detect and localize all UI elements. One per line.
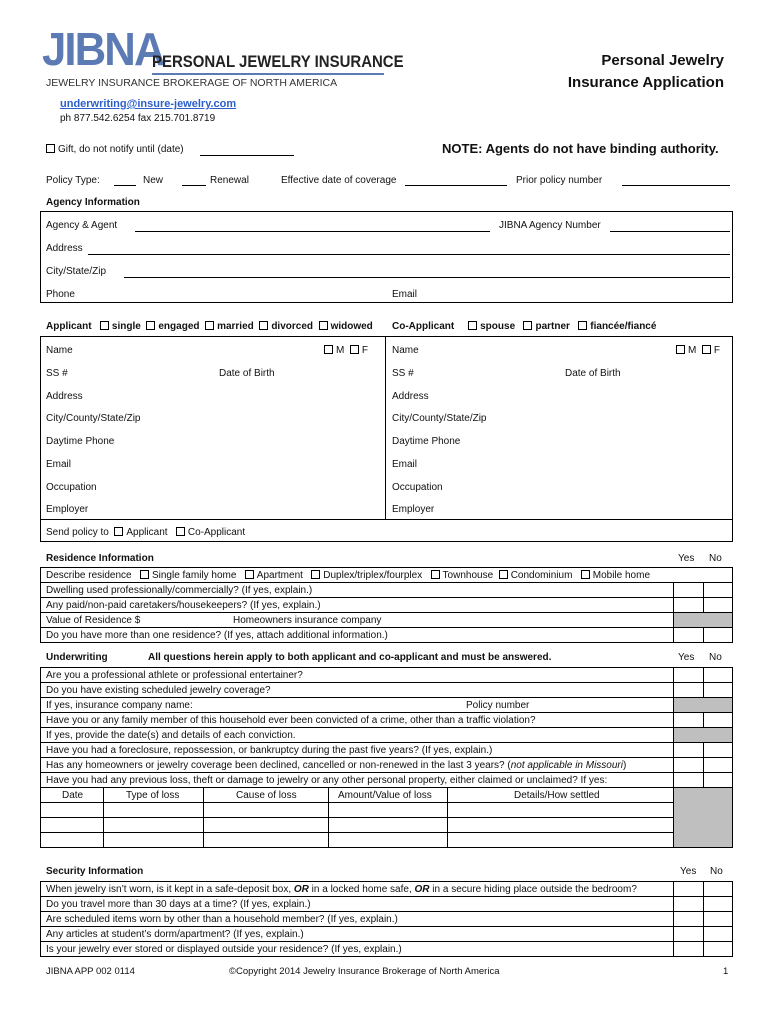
co-ss-label: SS #: [392, 368, 414, 379]
co-sex: [676, 345, 720, 356]
sec-q2: Do you travel more than 30 days at a time? (If yes, explain.): [46, 899, 311, 910]
loss-col-2: [203, 787, 204, 848]
uw-rule-10: [40, 817, 673, 818]
uw-q5: If yes, provide the date(s) and details of each conviction.: [46, 730, 296, 741]
applicant-divider: [385, 336, 386, 520]
underwriting-heading: Underwriting: [46, 652, 108, 663]
residence-q3b: Homeowners insurance company: [233, 615, 382, 626]
effective-date-label: Effective date of coverage: [281, 175, 397, 186]
co-male-checkbox[interactable]: [676, 345, 685, 354]
agency-phone-label: Phone: [46, 289, 75, 300]
loss-col-3: [328, 787, 329, 848]
email-link[interactable]: underwriting@insure-jewelry.com: [60, 98, 237, 110]
partner-label: partner: [535, 321, 570, 332]
sec-q1: [46, 884, 637, 895]
policy-new-field[interactable]: [114, 185, 136, 186]
co-female-checkbox[interactable]: [702, 345, 711, 354]
co-address-label: Address: [392, 391, 429, 402]
applicant-male-checkbox[interactable]: [324, 345, 333, 354]
single-family-checkbox[interactable]: [140, 570, 149, 579]
applicant-phone-label: Daytime Phone: [46, 436, 115, 447]
mobile-home-label: Mobile home: [592, 570, 651, 581]
phone-fax: ph 877.542.6254 fax 215.701.8719: [60, 113, 216, 124]
agency-address-label: Address: [46, 243, 83, 254]
applicant-male-label: M: [336, 345, 345, 356]
co-applicant-status-row: [392, 321, 656, 332]
engaged-checkbox[interactable]: [146, 321, 155, 330]
security-yes-header: Yes: [680, 866, 697, 877]
residence-gray-cell: [673, 612, 733, 628]
form-code: JIBNA APP 002 0114: [46, 966, 135, 977]
sec-col-no: [703, 881, 704, 957]
co-dob-label: Date of Birth: [565, 368, 621, 379]
co-occupation-label: Occupation: [392, 482, 443, 493]
send-policy-row: [46, 527, 245, 538]
logo: JIBNA: [42, 23, 164, 75]
residence-q1: Dwelling used professionally/commercially? (If yes, explain.): [46, 585, 313, 596]
fiance-checkbox[interactable]: [578, 321, 587, 330]
residence-heading: Residence Information: [46, 553, 154, 564]
sec-rule-1: [40, 896, 733, 897]
describe-residence-row: [46, 570, 650, 581]
form-title-1: Personal Jewelry: [601, 52, 724, 69]
effective-date-field[interactable]: [405, 185, 507, 186]
residence-no-header: No: [709, 553, 722, 564]
sec-q1-c: in a secure hiding place outside the bedroom?: [429, 884, 637, 895]
agency-agent-field[interactable]: [135, 231, 490, 232]
underwriting-subheading: All questions herein apply to both applicant and co-applicant and must be answered.: [148, 652, 552, 663]
loss-col-date: Date: [62, 790, 84, 801]
loss-col-amount: Amount/Value of loss: [338, 790, 432, 801]
logo-rule: [152, 73, 384, 75]
single-family-label: Single family home: [151, 570, 237, 581]
org-name: JEWELRY INSURANCE BROKERAGE OF NORTH AMERICA: [46, 77, 338, 89]
sec-q1-or1: OR: [293, 884, 309, 895]
uw-q3b: Policy number: [466, 700, 530, 711]
sec-rule-4: [40, 941, 733, 942]
uw-rule-2: [40, 697, 733, 698]
co-male-label: M: [688, 345, 697, 356]
gift-date-field[interactable]: [200, 155, 294, 156]
agency-agent-label: Agency & Agent: [46, 220, 118, 231]
mobile-home-checkbox[interactable]: [581, 570, 590, 579]
uw-q6: Have you had a foreclosure, repossession, or bankruptcy during the past five years? (If yes, explain.): [46, 745, 493, 756]
uw-q8: Have you had any previous loss, theft or damage to jewelry or any other personal property, either claimed or unclaimed? If yes:: [46, 775, 608, 786]
uw-rule-9: [40, 802, 673, 803]
agent-note: NOTE: Agents do not have binding authority.: [442, 141, 719, 156]
uw-q7-missouri: not applicable in Missouri: [510, 760, 623, 771]
townhouse-checkbox[interactable]: [431, 570, 440, 579]
uw-q7-close: ): [622, 760, 627, 771]
applicant-female-label: F: [361, 345, 369, 356]
prior-policy-field[interactable]: [622, 185, 730, 186]
policy-renewal-label: Renewal: [210, 175, 249, 186]
townhouse-label: Townhouse: [442, 570, 494, 581]
co-city-label: City/County/State/Zip: [392, 413, 487, 424]
sec-q5: Is your jewelry ever stored or displayed outside your residence? (If yes, explain.): [46, 944, 402, 955]
single-label: single: [111, 321, 141, 332]
uw-q2: Do you have existing scheduled jewelry coverage?: [46, 685, 271, 696]
engaged-label: engaged: [158, 321, 200, 332]
uw-gray-cell-3: [673, 787, 733, 848]
residence-rule-4: [40, 627, 733, 628]
applicant-bottom-rule: [40, 519, 733, 520]
prior-policy-label: Prior policy number: [516, 175, 603, 186]
agency-number-field[interactable]: [610, 231, 730, 232]
duplex-checkbox[interactable]: [311, 570, 320, 579]
uw-rule-5: [40, 742, 733, 743]
residence-q2: Any paid/non-paid caretakers/housekeepers? (If yes, explain.): [46, 600, 321, 611]
condo-checkbox[interactable]: [499, 570, 508, 579]
security-no-header: No: [710, 866, 723, 877]
uw-gray-cell-2: [673, 727, 733, 743]
agency-address-field[interactable]: [88, 254, 730, 255]
fiance-label: fiancée/fiancé: [590, 321, 657, 332]
agency-number-label: JIBNA Agency Number: [499, 220, 601, 231]
uw-rule-1: [40, 682, 733, 683]
gift-label: Gift, do not notify until (date): [58, 144, 184, 155]
uw-q1: Are you a professional athlete or professional entertainer?: [46, 670, 303, 681]
loss-col-details: Details/How settled: [514, 790, 600, 801]
send-co-label: Co-Applicant: [187, 527, 246, 538]
loss-col-4: [447, 787, 448, 848]
describe-label: Describe residence: [46, 570, 132, 581]
applicant-sex: [324, 345, 368, 356]
applicant-occupation-label: Occupation: [46, 482, 97, 493]
married-label: married: [217, 321, 254, 332]
copyright: ©Copyright 2014 Jewelry Insurance Brokerage of North America: [229, 966, 500, 977]
co-name-label: Name: [392, 345, 419, 356]
sec-q1-b: in a locked home safe,: [308, 884, 415, 895]
applicant-dob-label: Date of Birth: [219, 368, 275, 379]
send-policy-label: Send policy to: [46, 527, 109, 538]
divorced-checkbox[interactable]: [259, 321, 268, 330]
gift-checkbox[interactable]: [46, 144, 55, 153]
applicant-address-label: Address: [46, 391, 83, 402]
sec-rule-3: [40, 926, 733, 927]
agency-email-label: Email: [392, 289, 418, 300]
sec-q4: Any articles at student’s dorm/apartment? (If yes, explain.): [46, 929, 304, 940]
uw-q3a: If yes, insurance company name:: [46, 700, 193, 711]
sec-rule-2: [40, 911, 733, 912]
loss-col-cause: Cause of loss: [236, 790, 297, 801]
applicant-label: Applicant: [46, 321, 92, 332]
widowed-checkbox[interactable]: [319, 321, 328, 330]
apartment-checkbox[interactable]: [245, 570, 254, 579]
partner-checkbox[interactable]: [523, 321, 532, 330]
uw-q7: [46, 760, 626, 771]
send-co-checkbox[interactable]: [176, 527, 185, 536]
married-checkbox[interactable]: [205, 321, 214, 330]
applicant-name-label: Name: [46, 345, 73, 356]
residence-q4: Do you have more than one residence? (If yes, attach additional information.): [46, 630, 388, 641]
page-number: 1: [723, 966, 729, 977]
uw-rule-7: [40, 772, 733, 773]
applicant-employer-label: Employer: [46, 504, 89, 515]
product-name: PERSONAL JEWELRY INSURANCE: [152, 52, 404, 71]
apartment-label: Apartment: [256, 570, 303, 581]
sec-col-yes: [673, 881, 674, 957]
applicant-ss-label: SS #: [46, 368, 68, 379]
security-heading: Security Information: [46, 866, 144, 877]
residence-rule-1: [40, 582, 733, 583]
residence-q3a: Value of Residence $: [46, 615, 141, 626]
agency-box: [40, 211, 733, 303]
form-title-2: Insurance Application: [567, 74, 724, 91]
divorced-label: divorced: [271, 321, 313, 332]
residence-rule-2: [40, 597, 733, 598]
loss-col-type: Type of loss: [126, 790, 180, 801]
loss-col-1: [103, 787, 104, 848]
agency-city-label: City/State/Zip: [46, 266, 107, 277]
uw-gray-cell-1: [673, 697, 733, 713]
applicant-city-label: City/County/State/Zip: [46, 413, 141, 424]
co-employer-label: Employer: [392, 504, 435, 515]
policy-type-label: Policy Type:: [46, 175, 100, 186]
uw-rule-3: [40, 712, 733, 713]
gift-row: [46, 144, 184, 155]
duplex-label: Duplex/triplex/fourplex: [323, 570, 423, 581]
residence-rule-3: [40, 612, 733, 613]
underwriting-no-header: No: [709, 652, 722, 663]
uw-q4: Have you or any family member of this household ever been convicted of a crime, other than a traffic violation?: [46, 715, 536, 726]
condo-label: Condominium: [510, 570, 573, 581]
uw-rule-6: [40, 757, 733, 758]
agency-heading: Agency Information: [46, 197, 140, 208]
send-applicant-checkbox[interactable]: [114, 527, 123, 536]
uw-q7-text: Has any homeowners or jewelry coverage been declined, cancelled or non-renewed in the last 3 years? (: [46, 760, 511, 771]
uw-rule-8: [40, 787, 733, 788]
applicant-box: [40, 336, 733, 542]
widowed-label: widowed: [330, 321, 373, 332]
single-checkbox[interactable]: [100, 321, 109, 330]
co-email-label: Email: [392, 459, 418, 470]
co-phone-label: Daytime Phone: [392, 436, 461, 447]
residence-yes-header: Yes: [678, 553, 695, 564]
agency-city-field[interactable]: [124, 277, 730, 278]
spouse-checkbox[interactable]: [468, 321, 477, 330]
spouse-label: spouse: [480, 321, 516, 332]
send-applicant-label: Applicant: [126, 527, 168, 538]
applicant-email-label: Email: [46, 459, 72, 470]
co-applicant-label: Co-Applicant: [392, 321, 455, 332]
sec-q3: Are scheduled items worn by other than a household member? (If yes, explain.): [46, 914, 398, 925]
underwriting-yes-header: Yes: [678, 652, 695, 663]
uw-rule-4: [40, 727, 733, 728]
applicant-female-checkbox[interactable]: [350, 345, 359, 354]
applicant-status-row: [46, 321, 373, 332]
co-female-label: F: [713, 345, 721, 356]
policy-renewal-field[interactable]: [182, 185, 206, 186]
sec-q1-or2: OR: [414, 884, 430, 895]
sec-q1-a: When jewelry isn’t worn, is it kept in a safe-deposit box,: [46, 884, 294, 895]
policy-new-label: New: [143, 175, 164, 186]
uw-rule-11: [40, 832, 673, 833]
